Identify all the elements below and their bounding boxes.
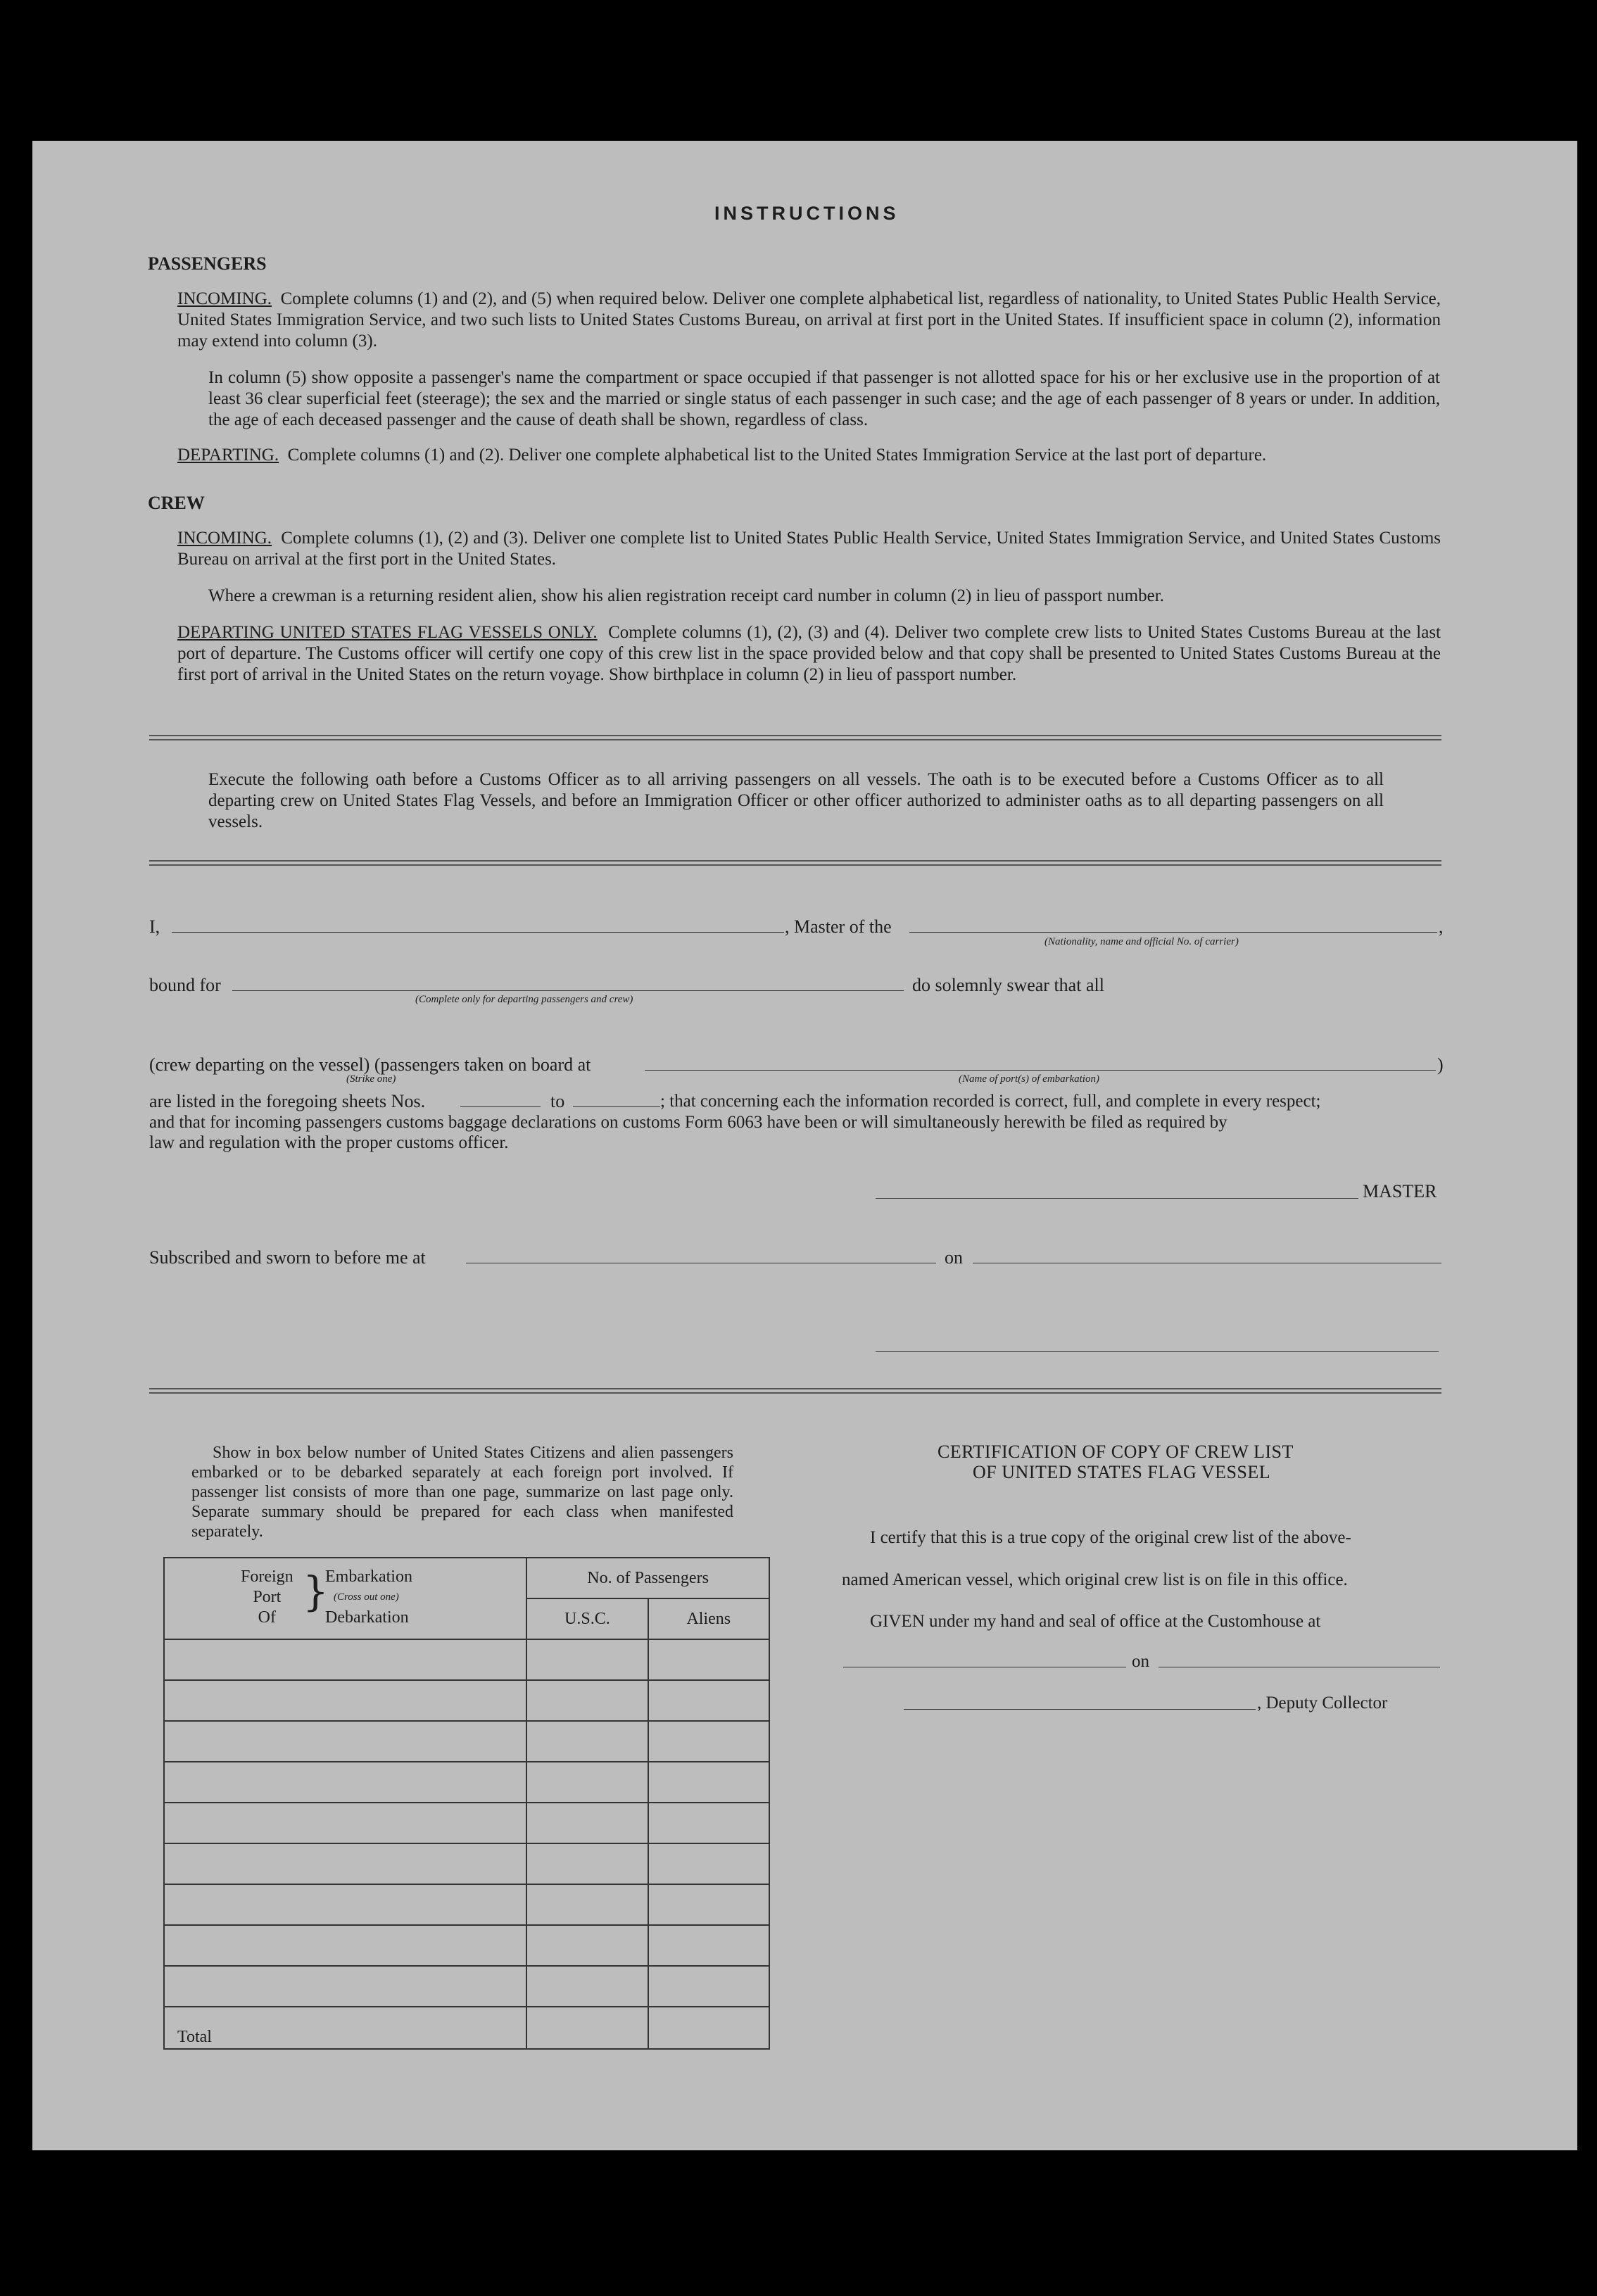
table-row <box>164 1803 769 1843</box>
port-cell[interactable] <box>164 1884 526 1925</box>
port-note: (Name of port(s) of embarkation) <box>959 1073 1099 1085</box>
officer-signature-field[interactable] <box>876 1351 1439 1352</box>
passengers-departing-para <box>177 445 1441 466</box>
oath-crew-departing: (crew departing on the vessel) (passengers taken on board at <box>149 1054 591 1075</box>
master-name-field[interactable] <box>172 932 784 933</box>
table-row <box>164 1639 769 1680</box>
col-foreign: Foreign <box>241 1568 293 1586</box>
port-cell[interactable] <box>164 1803 526 1843</box>
aliens-cell[interactable] <box>648 1925 769 1966</box>
port-cell[interactable] <box>164 1966 526 2007</box>
usc-cell[interactable] <box>526 1803 648 1843</box>
passengers-column5-para: In column (5) show opposite a passenger's name the compartment or space occupied if that passenger is not allotted space for his or her exclusive use in the proportion of at least 36 clear superficial feet (steerage); the sex and the married or single status of each passenger in such case; and the age of each passenger of 8 years or under. In addition, the age of each deceased passenger and the cause of death shall be shown, regardless of class. <box>208 368 1440 429</box>
crew-departing-para <box>177 622 1441 686</box>
table-row <box>164 1721 769 1762</box>
crew-incoming-para <box>177 528 1441 570</box>
usc-cell[interactable] <box>526 1884 648 1925</box>
carrier-field[interactable] <box>909 932 1437 933</box>
strike-one-note: (Strike one) <box>346 1073 396 1085</box>
aliens-cell[interactable] <box>648 1762 769 1803</box>
aliens-cell[interactable] <box>648 1966 769 2007</box>
port-cell[interactable] <box>164 1762 526 1803</box>
aliens-cell[interactable] <box>648 1843 769 1884</box>
aliens-cell[interactable] <box>648 1803 769 1843</box>
port-cell[interactable] <box>164 1680 526 1721</box>
passengers-departing-label: DEPARTING. <box>177 446 279 465</box>
oath-on: on <box>945 1247 963 1268</box>
col-cross-out: (Cross out one) <box>334 1591 399 1603</box>
usc-cell[interactable] <box>526 1721 648 1762</box>
aliens-cell[interactable] <box>648 1639 769 1680</box>
certification-title-2: OF UNITED STATES FLAG VESSEL <box>973 1462 1271 1482</box>
embarkation-port-field[interactable] <box>645 1070 1436 1071</box>
divider <box>149 735 1441 740</box>
oath-sheets-to: to <box>550 1091 565 1111</box>
port-cell[interactable] <box>164 1639 526 1680</box>
oath-line2: and that for incoming passengers customs baggage declarations on customs Form 6063 have been or will simultaneously herewith be filed as required by <box>149 1113 1227 1132</box>
table-row <box>164 1884 769 1925</box>
oath-sheets-b: ; that concerning each the information recorded is correct, full, and complete in every respect; <box>660 1092 1321 1111</box>
aliens-cell[interactable] <box>648 1721 769 1762</box>
deputy-signature-field[interactable] <box>904 1709 1256 1710</box>
total-label: Total <box>164 2007 526 2049</box>
oath-i: I, <box>149 916 160 937</box>
aliens-total-cell[interactable] <box>648 2007 769 2049</box>
col-of: Of <box>258 1608 276 1627</box>
certification-line-1: I certify that this is a true copy of the original crew list of the above- <box>870 1528 1351 1547</box>
aliens-header: Aliens <box>648 1598 769 1639</box>
oath-intro: Execute the following oath before a Customs Officer as to all arriving passengers on all vessels. The oath is to be executed before a Customs Officer as to all departing crew on United States Flag Vessels, and before an Immigration Officer or other officer authorized to administer oaths as to all departing passengers on all vessels. <box>208 770 1384 831</box>
divider <box>149 860 1441 866</box>
page-title: INSTRUCTIONS <box>714 203 900 224</box>
usc-cell[interactable] <box>526 1639 648 1680</box>
certification-line-3: GIVEN under my hand and seal of office at the Customhouse at <box>870 1612 1321 1631</box>
port-cell[interactable] <box>164 1925 526 1966</box>
bound-for-field[interactable] <box>232 990 904 991</box>
passengers-incoming-text: Complete columns (1) and (2), and (5) when required below. Deliver one complete alphabetical list, regardless of nationality, to United States Public Health Service, United States Immigration Service, and two such lists to United States Customs Bureau, on arrival at first port in the United States. If insufficient space in column (2), information may extend into column (3). <box>177 289 1441 351</box>
oath-bound-for: bound for <box>149 975 221 995</box>
divider <box>149 1388 1441 1394</box>
master-signature-field[interactable] <box>876 1198 1358 1199</box>
usc-cell[interactable] <box>526 1925 648 1966</box>
col-port: Port <box>253 1588 282 1606</box>
usc-header: U.S.C. <box>526 1598 648 1639</box>
passengers-header: No. of Passengers <box>526 1558 769 1598</box>
certification-title-1: CERTIFICATION OF COPY OF CREW LIST <box>938 1442 1294 1462</box>
table-row <box>164 1762 769 1803</box>
oath-line3: law and regulation with the proper customs officer. <box>149 1133 509 1152</box>
col-embarkation: Embarkation <box>325 1568 412 1586</box>
total-row <box>164 2007 769 2049</box>
crew-incoming-label: INCOMING. <box>177 529 272 548</box>
port-cell[interactable] <box>164 1721 526 1762</box>
table-row <box>164 1680 769 1721</box>
port-header <box>164 1558 526 1639</box>
crew-resident-para: Where a crewman is a returning resident alien, show his alien registration receipt card number in column (2) in lieu of passport number. <box>208 586 1164 605</box>
crew-title: CREW <box>148 493 205 513</box>
port-cell[interactable] <box>164 1843 526 1884</box>
passengers-departing-text: Complete columns (1) and (2). Deliver one complete alphabetical list to the United States Immigration Service at the last port of departure. <box>287 446 1267 465</box>
sheet-from-field[interactable] <box>460 1106 541 1107</box>
summary-instructions: Show in box below number of United States Citizens and alien passengers embarked or to be debarked separately at each foreign port involved. If passenger list consists of more than one page, summarize on last page only. Separate summary should be prepared for each class when manifested separately. <box>191 1444 733 1541</box>
passenger-summary-table <box>163 1557 770 2050</box>
sheet-to-field[interactable] <box>573 1106 660 1107</box>
col-debarkation: Debarkation <box>325 1608 409 1627</box>
usc-cell[interactable] <box>526 1680 648 1721</box>
table-row <box>164 1966 769 2007</box>
passengers-title: PASSENGERS <box>148 253 267 274</box>
oath-master-of: , Master of the <box>785 916 892 937</box>
oath-sheets-a: are listed in the foregoing sheets Nos. <box>149 1091 426 1111</box>
certification-on: on <box>1132 1652 1149 1671</box>
aliens-cell[interactable] <box>648 1884 769 1925</box>
crew-departing-text: Complete columns (1), (2), (3) and (4). Deliver two complete crew lists to United States Customs Bureau at the last port of departure. The Customs officer will certify one copy of this crew list in the space provided below and that copy shall be presented to United States Customs Bureau at the first port of arrival in the United States on the return voyage. Show birthplace in column (2) in lieu of passport number. <box>177 623 1441 684</box>
departing-note: (Complete only for departing passengers and crew) <box>415 994 633 1005</box>
usc-total-cell[interactable] <box>526 2007 648 2049</box>
oath-swear: do solemnly swear that all <box>912 975 1104 995</box>
passengers-incoming-para <box>177 289 1441 352</box>
usc-cell[interactable] <box>526 1843 648 1884</box>
aliens-cell[interactable] <box>648 1680 769 1721</box>
oath-comma: , <box>1439 916 1444 937</box>
table-row <box>164 1843 769 1884</box>
table-row <box>164 1925 769 1966</box>
carrier-note: (Nationality, name and official No. of carrier) <box>1044 936 1239 947</box>
crew-incoming-text: Complete columns (1), (2) and (3). Deliver one complete list to United States Public Health Service, United States Immigration Service, and United States Customs Bureau on arrival at the first port in the United States. <box>177 529 1441 569</box>
oath-subscribed: Subscribed and sworn to before me at <box>149 1247 426 1268</box>
brace-icon: } <box>303 1568 329 1615</box>
oath-close-paren: ) <box>1437 1054 1444 1075</box>
certification-line-2: named American vessel, which original crew list is on file in this office. <box>842 1570 1348 1589</box>
certification-deputy: , Deputy Collector <box>1257 1693 1388 1712</box>
oath-master-label: MASTER <box>1363 1181 1437 1201</box>
passengers-incoming-label: INCOMING. <box>177 289 272 308</box>
usc-cell[interactable] <box>526 1966 648 2007</box>
usc-cell[interactable] <box>526 1762 648 1803</box>
crew-departing-label: DEPARTING UNITED STATES FLAG VESSELS ONLY. <box>177 623 598 642</box>
